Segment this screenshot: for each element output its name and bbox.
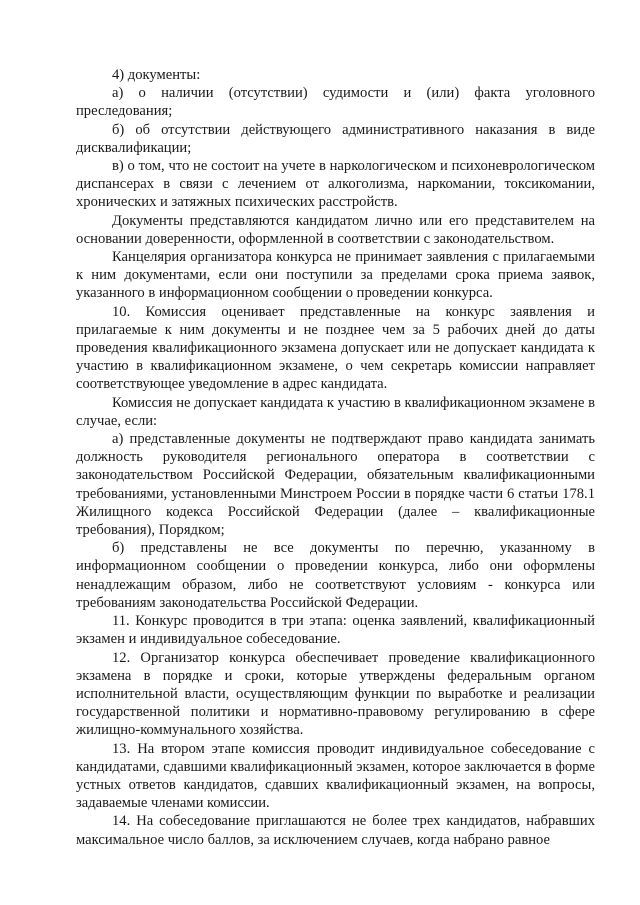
paragraph-documents-submission: Документы представляются кандидатом лично или его представителем на основании доверенности, оформленной в соответствии с законодательством. <box>76 212 595 247</box>
paragraph-rejection-a: а) представленные документы не подтверждают право кандидата занимать должность руководителя регионального оператора в соответствии с законодательством Российской Федерации, обязательным квалификационными требованиями, установленными Минстроем России в порядке части 6 статьи 178.1 Жилищного кодекса Российской Федерации (далее – квалификационные требования), Порядком; <box>76 431 595 539</box>
paragraph-documents-heading: 4) документы: <box>112 67 201 83</box>
paragraph-clause-14: 14. На собеседование приглашаются не более трех кандидатов, набравших максимальное число баллов, за исключением случаев, когда набрано равное <box>76 813 595 848</box>
paragraph-clause-10: 10. Комиссия оценивает представленные на конкурс заявления и прилагаемые к ним документы и не позднее чем за 5 рабочих дней до даты проведения квалификационного экзамена допускает или не допускает кандидата к участию в квалификационном экзамене, о чем секретарь комиссии направляет соответствующее уведомление в адрес кандидата. <box>76 303 595 393</box>
paragraph-clause-12: 12. Организатор конкурса обеспечивает проведение квалификационного экзамена в порядке и сроки, которые утверждены федеральным органом исполнительной власти, осуществляющим функции по выработке и реализации государственной политики и нормативно-правовому регулированию в сфере жилищно-коммунального хозяйства. <box>76 649 595 739</box>
paragraph-clause-11: 11. Конкурс проводится в три этапа: оценка заявлений, квалификационный экзамен и индивидуальное собеседование. <box>76 613 595 648</box>
paragraph-rejection-b: б) представлены не все документы по перечню, указанному в информационном сообщении о проведении конкурса, либо они оформлены ненадлежащим образом, либо не соответствуют условиям - конкурса или требованиям законодательства Российской Федерации. <box>76 540 595 611</box>
paragraph-item-b-disqualification: б) об отсутствии действующего административного наказания в виде дисквалификации; <box>76 121 595 156</box>
document-body <box>76 66 595 849</box>
paragraph-clause-13: 13. На втором этапе комиссия проводит индивидуальное собеседование с кандидатами, сдавшими квалификационный экзамен, которое заключается в форме устных ответов кандидатов, сдавших квалификационный экзамен, на вопросы, задаваемые членами комиссии. <box>76 740 595 812</box>
paragraph-chancellery: Канцелярия организатора конкурса не принимает заявления с прилагаемыми к ним документами, если они поступили за пределами срока приема заявок, указанного в информационном сообщении о проведении конкурса. <box>76 249 595 302</box>
paragraph-rejection-intro: Комиссия не допускает кандидата к участию в квалификационном экзамене в случае, если: <box>76 394 595 429</box>
paragraph-item-a-criminal-record: а) о наличии (отсутствии) судимости и (или) факта уголовного преследования; <box>76 85 595 120</box>
paragraph-item-v-dispensary: в) о том, что не состоит на учете в наркологическом и психоневрологическом диспансерах в связи с лечением от алкоголизма, наркомании, токсикомании, хронических и затяжных психических расстройств. <box>76 158 595 211</box>
